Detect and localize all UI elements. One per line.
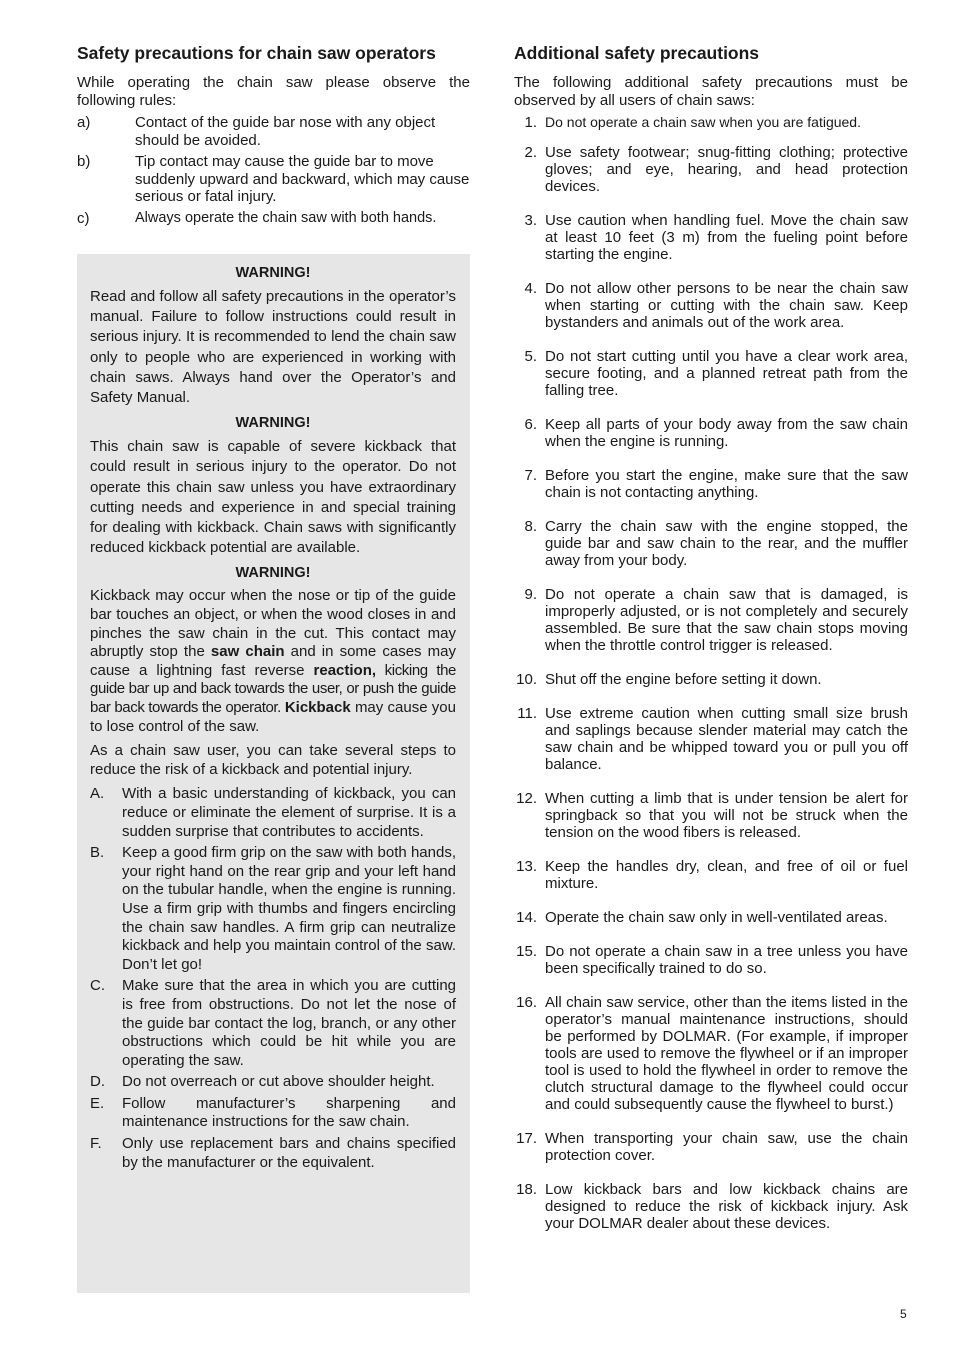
- precaution-item: [514, 212, 908, 263]
- precaution-text: Keep all parts of your body away from the saw chain when the engine is running.: [545, 416, 908, 450]
- rule-label: a): [77, 114, 91, 131]
- kickback-step: [90, 844, 456, 974]
- step-text: Only use replacement bars and chains specified by the manufacturer or the equivalent.: [122, 1135, 456, 1171]
- step-label: D.: [90, 1073, 105, 1091]
- precaution-number: 12.: [516, 790, 537, 807]
- right-intro: The following additional safety precautions must be observed by all users of chain saws:: [514, 74, 908, 109]
- left-intro: While operating the chain saw please observe the following rules:: [77, 74, 470, 109]
- precaution-number: 5.: [524, 348, 537, 365]
- rule-item: [77, 153, 470, 206]
- precaution-item: [514, 416, 908, 450]
- precaution-number: 9.: [524, 586, 537, 603]
- precaution-item: [514, 858, 908, 892]
- w3-bold-saw-chain: saw chain: [210, 643, 285, 661]
- precaution-item: [514, 144, 908, 195]
- precaution-item: [514, 467, 908, 501]
- precaution-text: When transporting your chain saw, use the chain protection cover.: [545, 1130, 908, 1164]
- precaution-text: Operate the chain saw only in well-ventilated areas.: [545, 909, 888, 926]
- precaution-item: [514, 1130, 908, 1164]
- precaution-item: [514, 348, 908, 399]
- w3-part-3: kicking the guide bar up and back towards the user, or push the guide bar back towards the operator.: [90, 661, 456, 716]
- precaution-text: Do not operate a chain saw when you are fatigued.: [545, 114, 861, 130]
- additional-precautions-list: [514, 114, 908, 1232]
- precaution-text: Use caution when handling fuel. Move the chain saw at least 10 feet (3 m) from the fueling point before starting the engine.: [545, 212, 908, 263]
- precaution-number: 15.: [516, 943, 537, 960]
- kickback-step: [90, 785, 456, 841]
- precaution-item: [514, 280, 908, 331]
- w3-part-2: and in some cases may cause a lightning fast reverse: [90, 643, 456, 679]
- precaution-text: Low kickback bars and low kickback chains are designed to reduce the risk of kickback injury. Ask your DOLMAR dealer about these devices.: [545, 1181, 908, 1232]
- precaution-text: Shut off the engine before setting it down.: [545, 671, 822, 688]
- step-text: With a basic understanding of kickback, you can reduce or eliminate the element of surprise. It is a sudden surprise that contributes to accidents.: [122, 785, 456, 840]
- precaution-number: 11.: [517, 705, 537, 722]
- right-heading: Additional safety precautions: [514, 43, 760, 63]
- precaution-number: 18.: [516, 1181, 537, 1198]
- precaution-number: 1.: [524, 114, 537, 131]
- warning-title-1: WARNING!: [235, 265, 311, 281]
- kickback-step: [90, 977, 456, 1070]
- step-label: E.: [90, 1094, 105, 1112]
- step-label: C.: [90, 977, 105, 995]
- step-text: Follow manufacturer’s sharpening and maintenance instructions for the saw chain.: [122, 1094, 456, 1131]
- rule-item: [77, 114, 470, 149]
- warning-title-2: WARNING!: [235, 415, 311, 432]
- precaution-text: Use extreme caution when cutting small size brush and saplings because slender material may catch the saw chain and be whipped toward you or pull you off balance.: [545, 705, 908, 773]
- warning-text-1: Read and follow all safety precautions in the operator’s manual. Failure to follow instructions could result in serious injury. It is recommended to lend the chain saw only to people who are experienced in working with chain saws. Always hand over the Operator’s and Safety Manual.: [90, 288, 456, 407]
- kickback-step: [90, 1073, 456, 1092]
- rule-text: Tip contact may cause the guide bar to move suddenly upward and backward, which may cause serious or fatal injury.: [135, 153, 470, 205]
- step-label: F.: [90, 1135, 102, 1153]
- w3-part-1: Kickback may occur when the nose or tip of the guide bar touches an object, or when the wood closes in and pinches the saw chain in the cut. This contact may abruptly stop the: [90, 587, 456, 661]
- precaution-number: 17.: [516, 1130, 537, 1147]
- precaution-number: 4.: [524, 280, 537, 297]
- w3-part-4: may cause you to lose control of the saw.: [90, 699, 456, 735]
- precaution-text: Do not start cutting until you have a clear work area, secure footing, and a planned retreat path from the falling tree.: [545, 348, 908, 399]
- precaution-item: [514, 994, 908, 1113]
- kickback-step: [90, 1095, 456, 1132]
- warning-title-3: WARNING!: [235, 565, 311, 582]
- precaution-number: 10.: [516, 671, 537, 688]
- precaution-text: Use safety footwear; snug-fitting clothing; protective gloves; and eye, hearing, and head protection devices.: [545, 144, 908, 195]
- rules-list: [77, 114, 470, 227]
- rule-label: b): [77, 153, 91, 170]
- precaution-number: 13.: [516, 858, 537, 875]
- precaution-number: 6.: [524, 416, 537, 433]
- precaution-item: [514, 943, 908, 977]
- precaution-number: 8.: [524, 518, 537, 535]
- warning-text-3-intro: As a chain saw user, you can take several steps to reduce the risk of a kickback and potential injury.: [90, 742, 456, 778]
- warning-text-2: This chain saw is capable of severe kickback that could result in serious injury to the operator. Do not operate this chain saw unless you have extraordinary cutting needs and experience in and special training for dealing with kickback. Chain saws with significantly reduced kickback potential are available.: [90, 438, 456, 557]
- precaution-item: [514, 790, 908, 841]
- step-label: B.: [90, 844, 105, 862]
- precaution-text: Carry the chain saw with the engine stopped, the guide bar and saw chain to the rear, and the muffler away from your body.: [545, 518, 908, 569]
- left-heading: Safety precautions for chain saw operators: [77, 43, 436, 63]
- page-number: 5: [900, 1307, 907, 1321]
- w3-bold-kickback: Kickback: [284, 699, 351, 716]
- precaution-text: Do not operate a chain saw in a tree unless you have been specifically trained to do so.: [545, 943, 908, 977]
- precaution-text: Do not operate a chain saw that is damaged, is improperly adjusted, or is not completely and securely assembled. Be sure that the saw chain stops moving when the throttle control trigger is released.: [545, 586, 908, 654]
- precaution-number: 3.: [524, 212, 537, 229]
- warning-text-3: [90, 587, 456, 736]
- precaution-item: [514, 518, 908, 569]
- precaution-text: Keep the handles dry, clean, and free of oil or fuel mixture.: [545, 858, 908, 892]
- precaution-item: [514, 909, 908, 926]
- precaution-item: [514, 1181, 908, 1232]
- left-column: [77, 42, 470, 231]
- warning-box: [77, 254, 470, 1293]
- precaution-item: [514, 586, 908, 654]
- precaution-text: When cutting a limb that is under tension be alert for springback so that you will not be struck when the tension on the wood fibers is released.: [545, 790, 908, 841]
- precaution-item: [514, 114, 908, 131]
- precaution-number: 7.: [524, 467, 537, 484]
- precaution-number: 2.: [524, 144, 537, 161]
- precaution-number: 16.: [516, 994, 537, 1011]
- step-label: A.: [90, 785, 105, 803]
- w3-bold-reaction: reaction,: [313, 661, 377, 679]
- precaution-text: Before you start the engine, make sure that the saw chain is not contacting anything.: [545, 467, 908, 501]
- step-text: Keep a good firm grip on the saw with both hands, your right hand on the rear grip and your left hand on the tubular handle, when the engine is running. Use a firm grip with thumbs and fingers encircling the chain saw handles. A firm grip can neutralize kickback and help you maintain control of the saw. Don’t let go!: [122, 844, 456, 973]
- kickback-step: [90, 1135, 456, 1172]
- kickback-steps-list: [90, 785, 456, 1172]
- step-text: Make sure that the area in which you are cutting is free from obstructions. Do not let the nose of the guide bar contact the log, branch, or any other obstructions which could be hit while you are operating the saw.: [122, 977, 456, 1069]
- rule-text: Always operate the chain saw with both hands.: [135, 209, 437, 226]
- rule-text: Contact of the guide bar nose with any object should be avoided.: [135, 114, 436, 149]
- precaution-text: Do not allow other persons to be near the chain saw when starting or cutting with the chain saw. Keep bystanders and animals out of the work area.: [545, 280, 908, 331]
- rule-label: c): [77, 209, 90, 227]
- precaution-item: [514, 671, 908, 688]
- right-column: [514, 42, 908, 1232]
- rule-item: [77, 210, 470, 228]
- precaution-number: 14.: [516, 909, 537, 926]
- precaution-text: All chain saw service, other than the items listed in the operator’s manual maintenance instructions, should be performed by DOLMAR. (For example, if improper tools are used to remove the flywheel or if an improper tool is used to hold the flywheel in order to remove the clutch structural damage to the flywheel could occur and could subsequently cause the flywheel to burst.): [545, 994, 908, 1113]
- precaution-item: [514, 705, 908, 773]
- step-text: Do not overreach or cut above shoulder height.: [122, 1073, 435, 1091]
